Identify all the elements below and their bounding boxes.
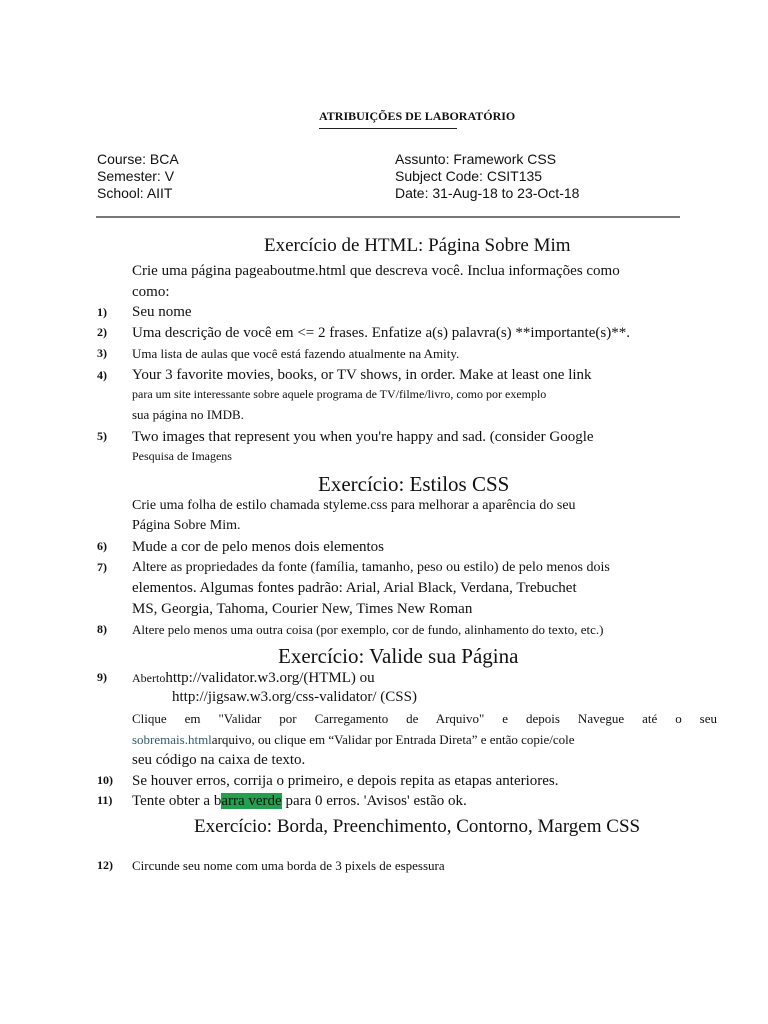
meta-semester: Semester: V <box>97 168 175 184</box>
list-item-continued: para um site interessante sobre aquele programa de TV/filme/livro, como por exemplo <box>132 387 547 401</box>
meta-subject-code: Subject Code: CSIT135 <box>395 168 543 184</box>
paragraph <box>132 732 575 748</box>
section-heading-html: Exercício de HTML: Página Sobre Mim <box>264 235 571 256</box>
item-number: 12) <box>97 858 113 872</box>
validator-url: http://validator.w3.org/(HTML) ou <box>165 670 375 686</box>
item-number: 3) <box>97 346 107 360</box>
file-link: sobremais.html <box>132 732 212 747</box>
item-number: 7) <box>97 560 107 574</box>
section-heading-box-model: Exercício: Borda, Preenchimento, Contorno, Margem CSS <box>194 816 641 837</box>
item-number: 2) <box>97 325 107 339</box>
document-title: ATRIBUIÇÕES DE LABORATÓRIO <box>319 109 516 123</box>
list-item: Seu nome <box>132 304 192 320</box>
item-number: 5) <box>97 429 107 443</box>
item-number: 4) <box>97 368 107 382</box>
section-heading-css: Exercício: Estilos CSS <box>318 472 510 496</box>
css-validator-url: http://jigsaw.w3.org/css-validator/ (CSS) <box>172 689 417 705</box>
list-item <box>132 669 375 687</box>
item-number: 9) <box>97 670 107 684</box>
list-item: Circunde seu nome com uma borda de 3 pixels de espessura <box>132 858 445 873</box>
text-prefix: Aberto <box>132 671 166 685</box>
text: para 0 erros. 'Avisos' estão ok. <box>281 793 467 809</box>
list-item-continued: MS, Georgia, Tahoma, Courier New, Times New Roman <box>132 601 473 617</box>
paragraph: Crie uma folha de estilo chamada styleme.css para melhorar a aparência do seu <box>132 498 576 513</box>
text: arquivo, ou clique em “Validar por Entrada Direta” e então copie/cole <box>211 732 575 747</box>
list-item: Uma descrição de você em <= 2 frases. Enfatize a(s) palavra(s) **importante(s)**. <box>132 325 630 341</box>
item-number: 10) <box>97 773 113 787</box>
list-item-continued: elementos. Algumas fontes padrão: Arial, Arial Black, Verdana, Trebuchet <box>132 580 577 596</box>
paragraph: seu código na caixa de texto. <box>132 752 306 768</box>
paragraph: Crie uma página pageaboutme.html que descreva você. Inclua informações como <box>132 263 620 279</box>
meta-subject: Assunto: Framework CSS <box>395 151 557 167</box>
text: Tente obter a b <box>132 793 222 809</box>
list-item-continued: Pesquisa de Imagens <box>132 449 232 463</box>
list-item-continued: sua página no IMDB. <box>132 407 244 422</box>
item-number: 8) <box>97 622 107 636</box>
list-item <box>132 793 467 810</box>
list-item: Altere pelo menos uma outra coisa (por exemplo, cor de fundo, alinhamento do texto, etc.) <box>132 622 604 637</box>
paragraph: como: <box>132 284 170 300</box>
section-heading-validate: Exercício: Valide sua Página <box>278 644 519 668</box>
meta-course: Course: BCA <box>97 151 179 167</box>
paragraph: Clique em "Validar por Carregamento de Arquivo" e depois Navegue até o seu <box>132 711 717 726</box>
meta-date: Date: 31-Aug-18 to 23-Oct-18 <box>395 185 580 201</box>
item-number: 1) <box>97 305 107 319</box>
paragraph: Página Sobre Mim. <box>132 518 241 533</box>
meta-school: School: AIIT <box>97 185 173 201</box>
highlighted-text: arra verde <box>221 793 282 809</box>
list-item: Mude a cor de pelo menos dois elementos <box>132 539 385 555</box>
list-item: Your 3 favorite movies, books, or TV shows, in order. Make at least one link <box>132 367 592 383</box>
list-item: Se houver erros, corrija o primeiro, e depois repita as etapas anteriores. <box>132 773 559 789</box>
list-item: Uma lista de aulas que você está fazendo atualmente na Amity. <box>132 346 460 361</box>
item-number: 6) <box>97 539 107 553</box>
item-number: 11) <box>97 793 113 807</box>
header-divider <box>96 216 680 218</box>
list-item: Two images that represent you when you're happy and sad. (consider Google <box>132 429 594 445</box>
title-underline <box>319 128 457 129</box>
list-item: Altere as propriedades da fonte (família, tamanho, peso ou estilo) de pelo menos dois <box>132 560 610 575</box>
